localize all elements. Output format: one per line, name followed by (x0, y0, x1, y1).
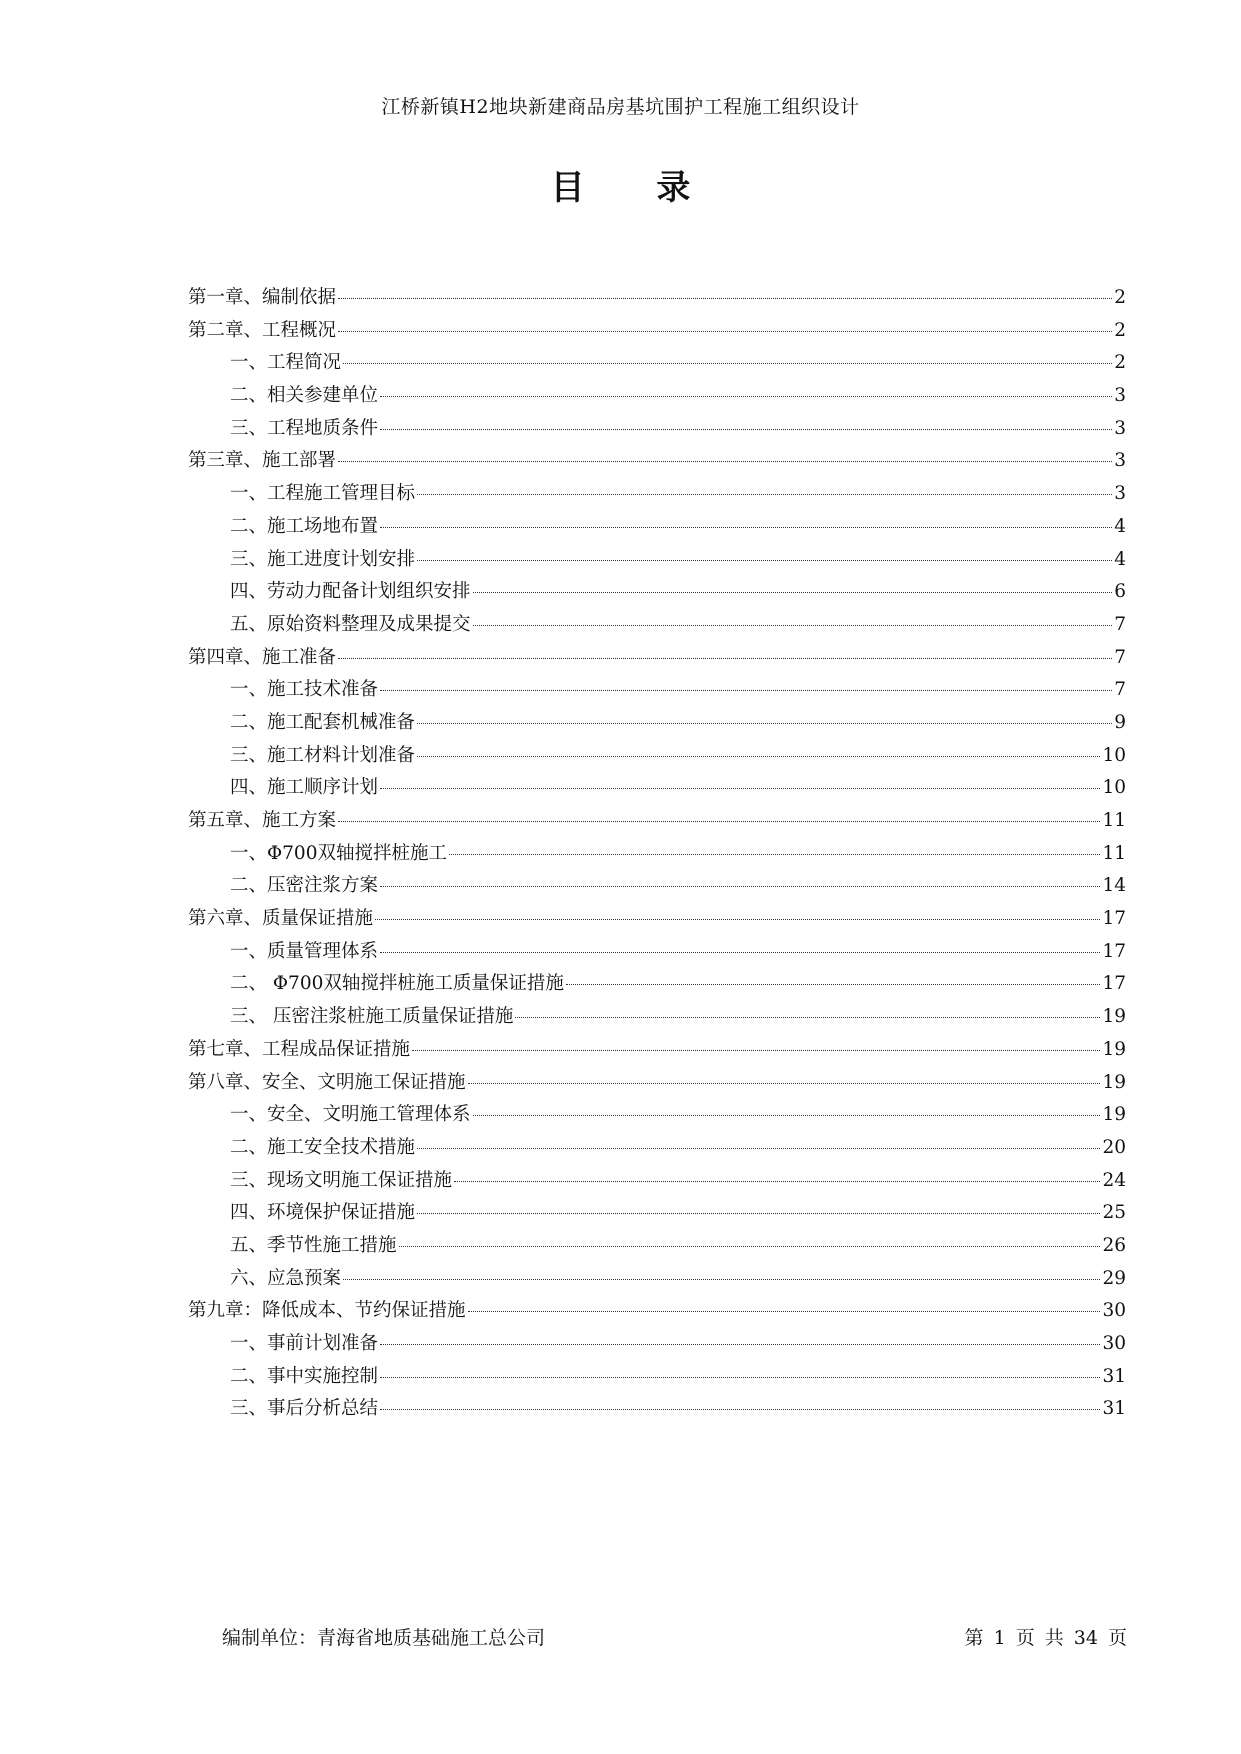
toc-entry-label: 三、工程地质条件 (230, 417, 379, 439)
toc-section-entry[interactable] (188, 772, 1126, 805)
toc-entry-label: 第四章、施工准备 (188, 646, 337, 668)
toc-dot-leader (375, 918, 1100, 920)
toc-dot-leader (380, 1343, 1100, 1345)
toc-entry-page-number: 3 (1114, 417, 1126, 439)
toc-entry-label: 四、施工顺序计划 (230, 777, 379, 799)
toc-entry-page-number: 25 (1102, 1202, 1126, 1224)
toc-section-entry[interactable] (188, 413, 1126, 446)
toc-entry-label: 四、劳动力配备计划组织安排 (230, 581, 471, 603)
toc-dot-leader (468, 1310, 1101, 1312)
toc-entry-page-number: 3 (1114, 483, 1126, 505)
toc-dot-leader (468, 1082, 1101, 1084)
toc-entry-label: 一、事前计划准备 (230, 1333, 379, 1354)
toc-dot-leader (380, 428, 1112, 430)
toc-entry-label: 第二章、工程概况 (188, 319, 337, 341)
toc-entry-label: 一、质量管理体系 (230, 940, 379, 962)
toc-dot-leader (417, 1147, 1100, 1149)
toc-entry-label: 六、应急预案 (230, 1267, 342, 1289)
toc-dot-leader (380, 885, 1100, 887)
toc-chapter-entry[interactable] (188, 282, 1126, 315)
toc-entry-page-number: 2 (1114, 352, 1126, 374)
toc-dot-leader (417, 755, 1100, 757)
toc-entry-label: 三、现场文明施工保证措施 (230, 1169, 453, 1191)
toc-section-entry[interactable] (188, 1197, 1126, 1230)
toc-entry-page-number: 3 (1114, 385, 1126, 407)
toc-entry-label: 二、相关参建单位 (230, 385, 379, 407)
toc-dot-leader (473, 1114, 1101, 1116)
footer-page-number: 第 1 页 共 34 页 (964, 1627, 1127, 1649)
toc-entry-page-number: 31 (1102, 1365, 1126, 1387)
toc-entry-page-number: 19 (1102, 1038, 1126, 1060)
toc-entry-page-number: 30 (1102, 1300, 1126, 1322)
toc-entry-page-number: 9 (1114, 711, 1126, 733)
toc-entry-page-number: 19 (1102, 1104, 1126, 1126)
toc-dot-leader (380, 526, 1112, 528)
toc-section-entry[interactable] (188, 870, 1126, 903)
footer-compiling-unit: 编制单位：青海省地质基础施工总公司 (222, 1627, 546, 1649)
toc-dot-leader (515, 1016, 1100, 1018)
toc-entry-label: 第八章、安全、文明施工保证措施 (188, 1071, 466, 1093)
toc-entry-page-number: 4 (1114, 515, 1126, 537)
toc-section-entry[interactable] (188, 1099, 1126, 1132)
toc-dot-leader (417, 1212, 1100, 1214)
toc-dot-leader (417, 559, 1112, 561)
toc-section-entry[interactable] (188, 544, 1126, 577)
toc-chapter-entry[interactable] (188, 642, 1126, 675)
toc-entry-page-number: 10 (1102, 777, 1126, 799)
toc-section-entry[interactable] (188, 740, 1126, 773)
toc-dot-leader (417, 493, 1112, 495)
toc-chapter-entry[interactable] (188, 903, 1126, 936)
toc-entry-label: 第五章、施工方案 (188, 810, 337, 831)
toc-entry-page-number: 24 (1102, 1169, 1126, 1191)
toc-entry-label: 二、事中实施控制 (230, 1365, 379, 1387)
toc-section-entry[interactable] (188, 347, 1126, 380)
toc-section-entry[interactable] (188, 1361, 1126, 1394)
toc-entry-label: 第六章、质量保证措施 (188, 908, 374, 930)
toc-dot-leader (473, 624, 1113, 626)
toc-section-entry[interactable] (188, 380, 1126, 413)
toc-entry-page-number: 7 (1114, 679, 1126, 701)
toc-entry-label: 三、施工材料计划准备 (230, 744, 416, 766)
toc-dot-leader (449, 853, 1100, 855)
toc-section-entry[interactable] (188, 609, 1126, 642)
toc-entry-page-number: 30 (1102, 1333, 1126, 1354)
table-of-contents (188, 282, 1126, 1426)
toc-section-entry[interactable] (188, 511, 1126, 544)
toc-dot-leader (338, 657, 1112, 659)
toc-section-entry[interactable] (188, 936, 1126, 969)
toc-dot-leader (380, 1376, 1100, 1378)
toc-entry-label: 一、施工技术准备 (230, 679, 379, 701)
toc-section-entry[interactable] (188, 1393, 1126, 1426)
toc-chapter-entry[interactable] (188, 1295, 1126, 1328)
toc-section-entry[interactable] (188, 968, 1126, 1001)
toc-entry-page-number: 26 (1102, 1234, 1126, 1256)
toc-entry-page-number: 17 (1102, 973, 1126, 995)
toc-entry-page-number: 7 (1114, 646, 1126, 668)
toc-entry-page-number: 14 (1102, 875, 1126, 897)
toc-entry-page-number: 4 (1114, 548, 1126, 570)
toc-entry-page-number: 2 (1114, 287, 1126, 308)
toc-dot-leader (380, 787, 1100, 789)
toc-entry-page-number: 31 (1102, 1398, 1126, 1420)
toc-entry-label: 三、施工进度计划安排 (230, 548, 416, 570)
toc-chapter-entry[interactable] (188, 315, 1126, 348)
toc-dot-leader (338, 330, 1112, 332)
toc-entry-label: 二、施工安全技术措施 (230, 1136, 416, 1158)
toc-entry-page-number: 7 (1114, 613, 1126, 635)
toc-entry-label: 二、施工场地布置 (230, 515, 379, 537)
toc-section-entry[interactable] (188, 478, 1126, 511)
toc-entry-label: 一、工程简况 (230, 352, 342, 374)
toc-dot-leader (399, 1245, 1101, 1247)
toc-chapter-entry[interactable] (188, 1034, 1126, 1067)
toc-entry-label: 五、原始资料整理及成果提交 (230, 613, 471, 635)
toc-entry-label: 二、施工配套机械准备 (230, 711, 416, 733)
toc-dot-leader (338, 460, 1112, 462)
toc-entry-page-number: 20 (1102, 1136, 1126, 1158)
toc-entry-page-number: 10 (1102, 744, 1126, 766)
toc-dot-leader (380, 689, 1112, 691)
toc-entry-page-number: 11 (1102, 842, 1126, 864)
toc-entry-label: 五、季节性施工措施 (230, 1234, 397, 1256)
toc-entry-page-number: 2 (1114, 319, 1126, 341)
toc-section-entry[interactable] (188, 1165, 1126, 1198)
toc-section-entry[interactable] (188, 1328, 1126, 1361)
toc-entry-page-number: 11 (1102, 810, 1126, 831)
toc-entry-label: 三、 压密注浆桩施工质量保证措施 (230, 1006, 514, 1028)
toc-section-entry[interactable] (188, 1263, 1126, 1296)
toc-entry-label: 第七章、工程成品保证措施 (188, 1038, 411, 1060)
toc-entry-label: 一、安全、文明施工管理体系 (230, 1104, 471, 1126)
toc-chapter-entry[interactable] (188, 445, 1126, 478)
toc-entry-page-number: 3 (1114, 450, 1126, 472)
toc-section-entry[interactable] (188, 1132, 1126, 1165)
toc-entry-label: 第一章、编制依据 (188, 287, 337, 308)
toc-dot-leader (454, 1180, 1100, 1182)
toc-entry-label: 一、Φ700双轴搅拌桩施工 (230, 842, 447, 864)
toc-section-entry[interactable] (188, 576, 1126, 609)
toc-entry-page-number: 29 (1102, 1267, 1126, 1289)
toc-dot-leader (338, 820, 1100, 822)
toc-entry-page-number: 17 (1102, 940, 1126, 962)
toc-entry-page-number: 6 (1114, 581, 1126, 603)
toc-entry-label: 第九章：降低成本、节约保证措施 (188, 1300, 466, 1322)
toc-entry-label: 二、 Φ700双轴搅拌桩施工质量保证措施 (230, 973, 564, 995)
toc-chapter-entry[interactable] (188, 1067, 1126, 1100)
toc-entry-page-number: 19 (1102, 1006, 1126, 1028)
toc-dot-leader (417, 722, 1112, 724)
toc-entry-page-number: 19 (1102, 1071, 1126, 1093)
toc-dot-leader (380, 395, 1112, 397)
toc-section-entry[interactable] (188, 838, 1126, 871)
document-header-title: 江桥新镇H2地块新建商品房基坑围护工程施工组织设计 (381, 96, 860, 118)
toc-dot-leader (338, 297, 1112, 299)
toc-entry-label: 二、压密注浆方案 (230, 875, 379, 897)
toc-dot-leader (343, 1278, 1100, 1280)
toc-chapter-entry[interactable] (188, 805, 1126, 838)
toc-section-entry[interactable] (188, 674, 1126, 707)
toc-entry-label: 一、工程施工管理目标 (230, 483, 416, 505)
toc-entry-label: 第三章、施工部署 (188, 450, 337, 472)
toc-dot-leader (343, 362, 1112, 364)
toc-section-entry[interactable] (188, 1230, 1126, 1263)
toc-dot-leader (380, 951, 1100, 953)
toc-section-entry[interactable] (188, 707, 1126, 740)
toc-section-entry[interactable] (188, 1001, 1126, 1034)
page-title: 目 录 (550, 168, 721, 208)
toc-dot-leader (566, 983, 1101, 985)
toc-entry-label: 三、事后分析总结 (230, 1398, 379, 1420)
toc-dot-leader (380, 1408, 1100, 1410)
toc-dot-leader (412, 1049, 1100, 1051)
toc-entry-label: 四、环境保护保证措施 (230, 1202, 416, 1224)
toc-dot-leader (473, 591, 1113, 593)
toc-entry-page-number: 17 (1102, 908, 1126, 930)
